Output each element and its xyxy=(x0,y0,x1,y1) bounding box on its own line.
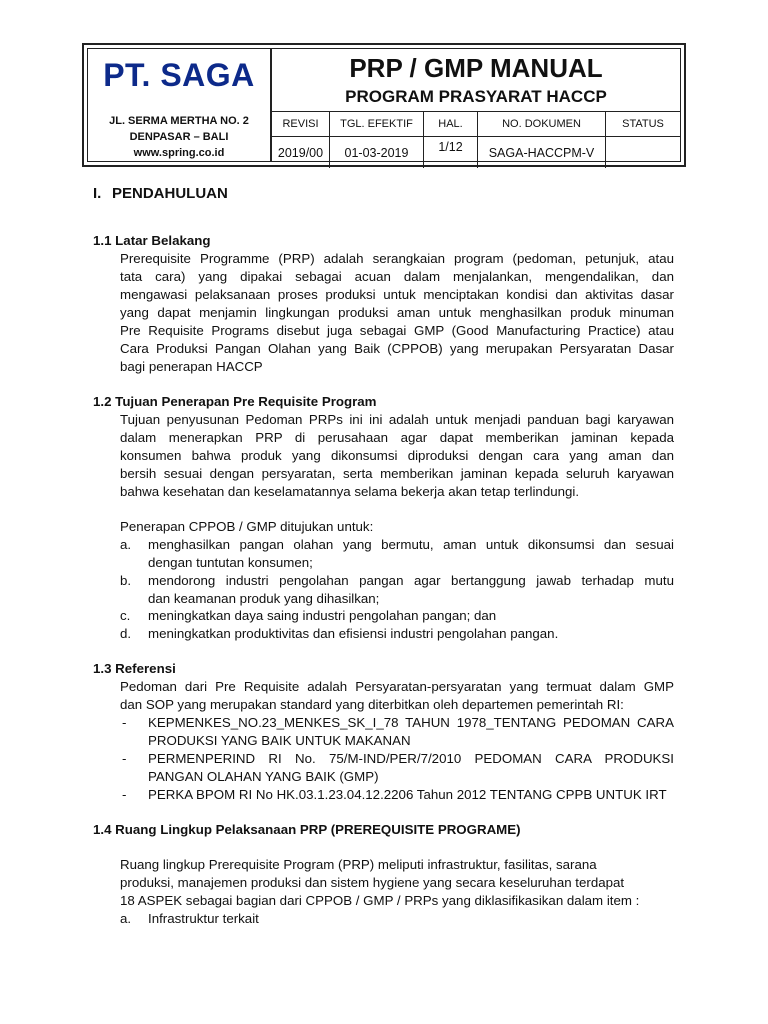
meta-val-no-dokumen: SAGA-HACCPM-V xyxy=(478,137,606,168)
list-marker: b. xyxy=(120,573,132,588)
list-item-text: PERKA BPOM RI No HK.03.1.23.04.12.2206 Tahun 2012 TENTANG CPPB UNTUK IRT xyxy=(148,787,667,802)
s12-line: konsumen bahwa produk yang dikonsumsi diproduksi dengan cara yang aman dan xyxy=(120,448,674,463)
s11-line: Pre Requisite Programs disebut juga sebagai GMP (Good Manufacturing Practice) atau xyxy=(120,323,674,338)
company-website: www.spring.co.id xyxy=(133,147,225,159)
meta-col-tgl-efektif: TGL. EFEKTIF xyxy=(330,112,424,136)
s14-line: Ruang lingkup Prerequisite Program (PRP) meliputi infrastruktur, fasilitas, sarana xyxy=(120,857,597,872)
title-cell xyxy=(272,49,680,161)
s12-line: bersih sesuai dengan persyaratan, serta memberikan jaminan kepada seluruh karyawan xyxy=(120,466,674,481)
s14-line: produksi, manajemen produksi dan sistem hygiene yang secara keseluruhan terdapat xyxy=(120,875,625,890)
list-item-text: PRODUKSI YANG BAIK UNTUK MAKANAN xyxy=(148,733,411,748)
list-marker: - xyxy=(122,715,127,730)
list-marker: c. xyxy=(120,608,131,623)
list-item-text: dan keamanan produk yang dihasilkan; xyxy=(148,591,380,606)
document-header xyxy=(82,43,686,167)
s14-line: 18 ASPEK sebagai bagian dari CPPOB / GMP / PRPs yang diklasifikasikan dalam item : xyxy=(120,893,640,908)
list-marker: a. xyxy=(120,911,132,926)
s11-line: Prerequisite Programme (PRP) adalah serangkaian program (pedoman, petunjuk, atau xyxy=(120,251,674,266)
list-item-text: PERMENPERIND RI No. 75/M-IND/PER/7/2010 PEDOMAN CARA PRODUKSI xyxy=(148,751,674,766)
company-address-line2: DENPASAR – BALI xyxy=(129,131,229,143)
meta-col-status: STATUS xyxy=(622,118,664,130)
meta-value-row xyxy=(272,136,680,168)
list-marker: - xyxy=(122,751,127,766)
section-number: I. xyxy=(93,185,102,202)
heading-1-2: 1.2 Tujuan Penerapan Pre Requisite Program xyxy=(93,394,377,409)
s12-intro: Penerapan CPPOB / GMP ditujukan untuk: xyxy=(120,519,374,534)
list-item-text: meningkatkan daya saing industri pengolahan pangan; dan xyxy=(148,608,497,623)
s12-line: bahwa kesehatan dan keselamatannya selama bekerja akan tetap terlindungi. xyxy=(120,484,580,499)
meta-val-hal: 1/12 xyxy=(424,137,478,168)
meta-val-revisi: 2019/00 xyxy=(272,137,330,168)
s13-line: Pedoman dari Pre Requisite adalah Persyaratan-persyaratan yang termuat dalam GMP xyxy=(120,679,674,694)
list-item-text: meningkatkan produktivitas dan efisiensi industri pengolahan pangan. xyxy=(148,626,559,641)
list-item-text: Infrastruktur terkait xyxy=(148,911,259,926)
list-item-text: mendorong industri pengolahan pangan agar bertanggung jawab terhadap mutu xyxy=(148,573,674,588)
heading-1-3: 1.3 Referensi xyxy=(93,661,176,676)
list-marker: d. xyxy=(120,626,132,641)
company-address-line1: JL. SERMA MERTHA NO. 2 xyxy=(109,115,249,127)
list-item-text: menghasilkan pangan olahan yang bermutu, aman untuk dikonsumsi dan sesuai xyxy=(148,537,674,552)
s13-line: dan SOP yang merupakan standard yang diterbitkan oleh departemen pemerintah RI: xyxy=(120,697,624,712)
s11-line: bagi penerapan HACCP xyxy=(120,359,263,374)
list-item-text: dengan tuntutan konsumen; xyxy=(148,555,313,570)
company-name: PT. SAGA xyxy=(103,57,255,93)
meta-val-tgl-efektif: 01-03-2019 xyxy=(330,137,424,168)
list-item-text: KEPMENKES_NO.23_MENKES_SK_I_78 TAHUN 1978_TENTANG PEDOMAN CARA xyxy=(148,715,674,730)
s11-line: mengawasi pelaksanaan proses produksi untuk menciptakan kondisi dan aktivitas dasar xyxy=(120,287,674,302)
document-title: PRP / GMP MANUAL xyxy=(349,53,603,83)
s12-line: Tujuan penyusunan Pedoman PRPs ini ini adalah untuk menjadi panduan bagi karyawan xyxy=(120,412,674,427)
s11-line: tata cara) yang dipakai sebagai acuan dalam menjalankan, mengendalikan, dan xyxy=(120,269,674,284)
meta-col-hal: HAL. xyxy=(424,112,478,136)
s12-line: dalam menerapkan PRP di perusahaan agar dapat memberikan jaminan kepada xyxy=(120,430,674,445)
document-subtitle: PROGRAM PRASYARAT HACCP xyxy=(345,87,607,106)
list-item-text: PANGAN OLAHAN YANG BAIK (GMP) xyxy=(148,769,379,784)
company-cell xyxy=(88,49,272,161)
meta-col-revisi: REVISI xyxy=(272,112,330,136)
meta-val-status xyxy=(606,137,680,168)
list-marker: a. xyxy=(120,537,132,552)
heading-1-1: 1.1 Latar Belakang xyxy=(93,233,211,248)
header-inner xyxy=(87,48,681,162)
section-title: PENDAHULUAN xyxy=(112,185,228,202)
s11-line: yang dapat menjamin lingkungan produksi aman untuk menghasilkan produk minuman xyxy=(120,305,674,320)
meta-header-row xyxy=(272,111,680,136)
list-marker: - xyxy=(122,787,127,802)
s11-line: Cara Produksi Pangan Olahan yang Baik (CPPOB) yang merupakan Persyaratan Dasar xyxy=(120,341,674,356)
meta-col-no-dokumen: NO. DOKUMEN xyxy=(478,112,606,136)
heading-1-4: 1.4 Ruang Lingkup Pelaksanaan PRP (PREREQUISITE PROGRAME) xyxy=(93,822,521,837)
